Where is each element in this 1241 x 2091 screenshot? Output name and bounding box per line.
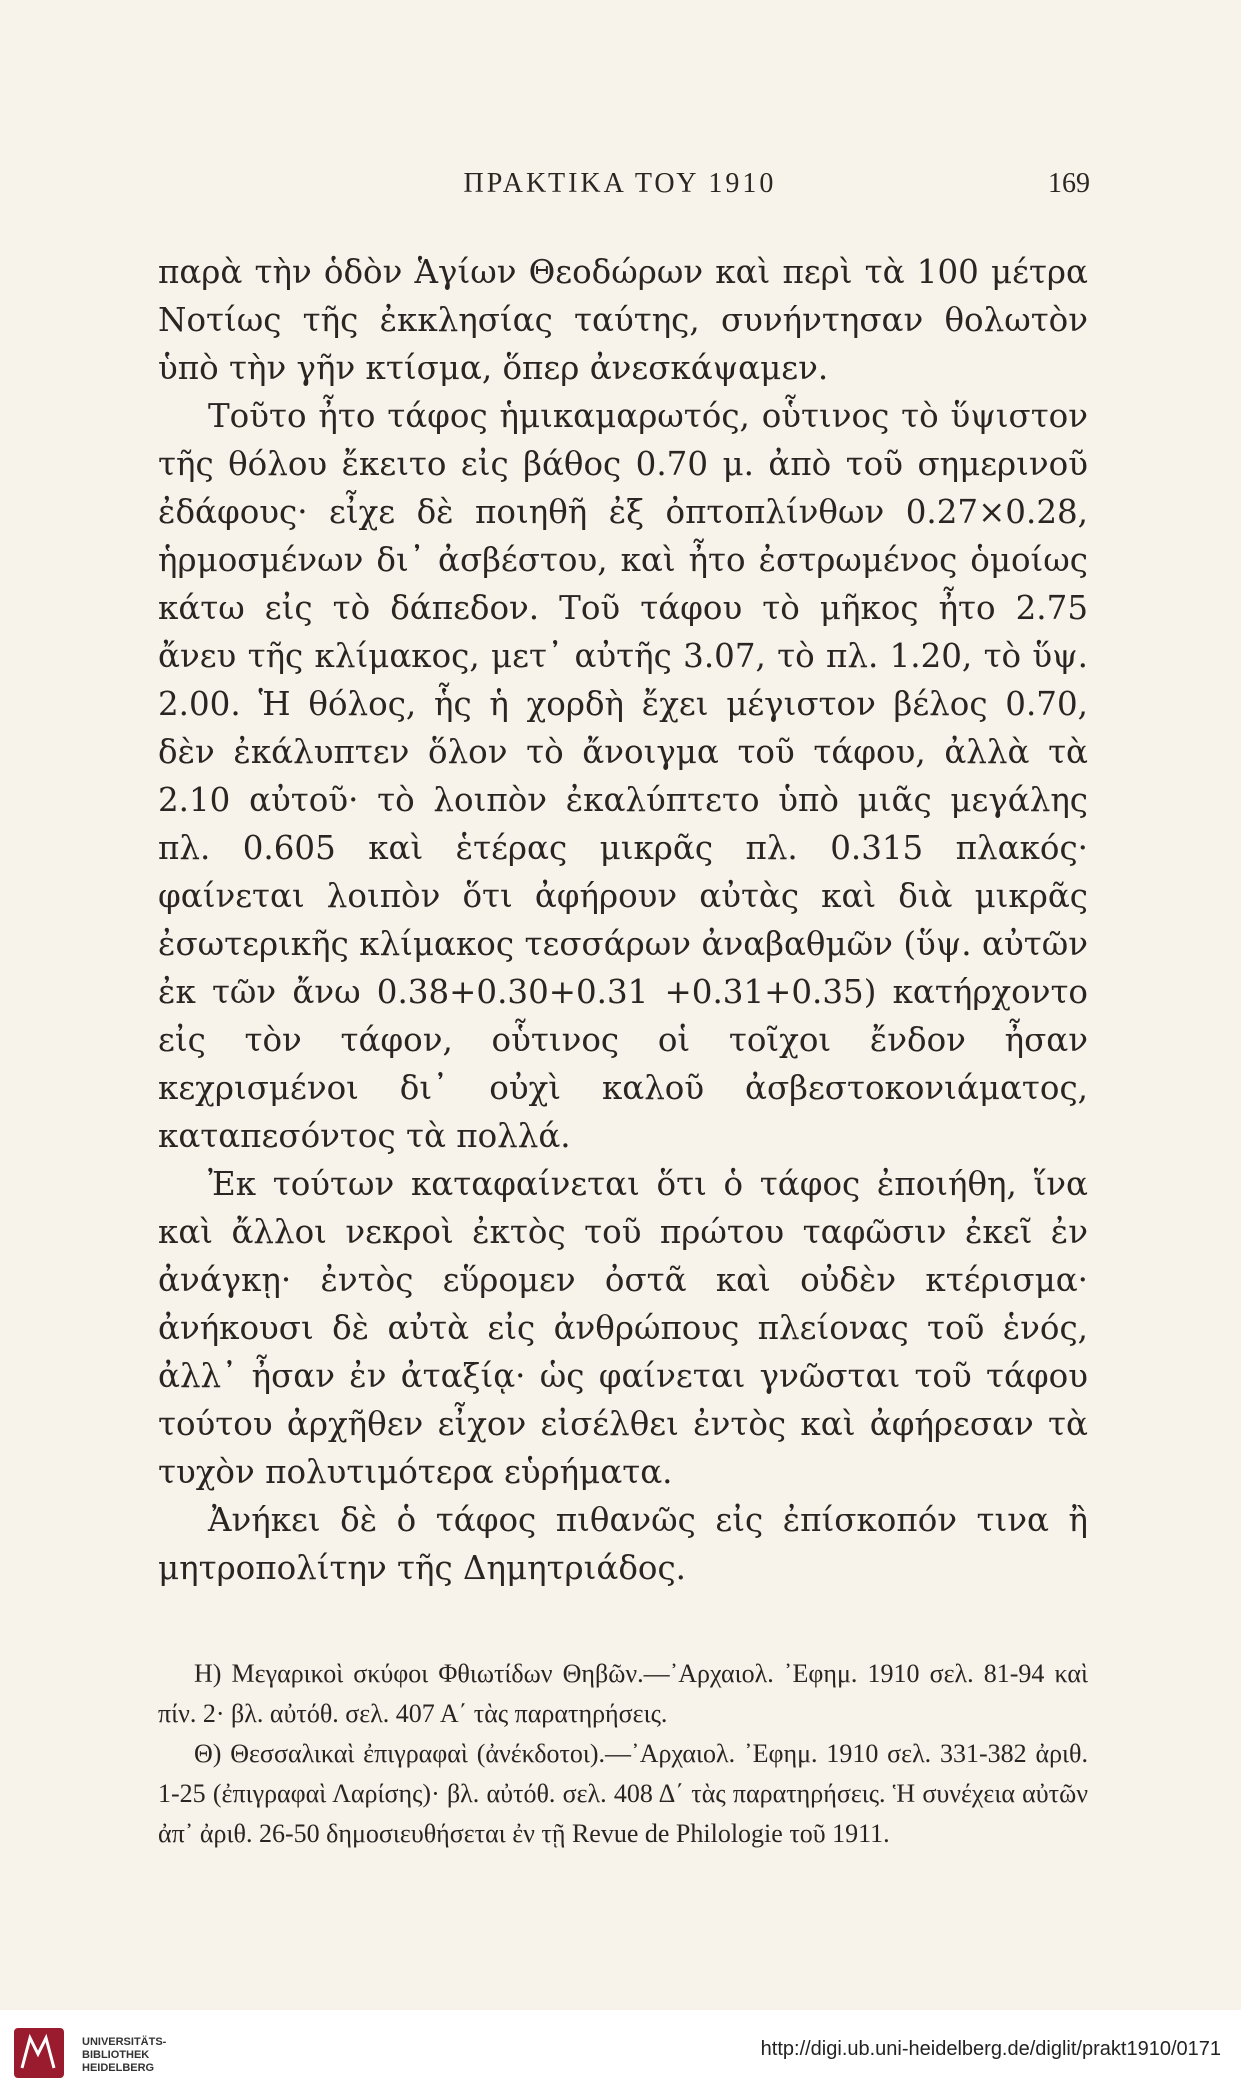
running-header [150, 168, 1090, 208]
source-url[interactable]: http://digi.ub.uni-heidelberg.de/diglit/prakt1910/0171 [760, 2038, 1221, 2060]
paragraph-2: Τοῦτο ἦτο τάφος ἡμικαμαρωτός, οὗτινος τὸ ὕψιστον τῆς θόλου ἔκειτο εἰς βάθος 0.70 μ. ἀπὸ τοῦ σημερινοῦ ἐδάφους· εἶχε δὲ ποιηθῆ ἐξ ὀπτοπλίνθων 0.27×0.28, ἡρμοσμένων δι᾿ ἀσβέστου, καὶ ἦτο ἐστρωμένος ὁμοίως κάτω εἰς τὸ δάπεδον. Τοῦ τάφου τὸ μῆκος ἦτο 2.75 ἄνευ τῆς κλίμακος, μετ᾿ αὐτῆς 3.07, τὸ πλ. 1.20, τὸ ὕψ. 2.00. Ἡ θόλος, ἧς ἡ χορδὴ ἔχει μέγιστον βέλος 0.70, δὲν ἐκάλυπτεν ὅλον τὸ ἄνοιγμα τοῦ τάφου, ἀλλὰ τὰ 2.10 αὐτοῦ· τὸ λοιπὸν ἐκαλύπτετο ὑπὸ μιᾶς μεγάλης πλ. 0.605 καὶ ἑτέρας μικρᾶς πλ. 0.315 πλακός· φαίνεται λοιπὸν ὅτι ἀφήρουν αὐτὰς καὶ διὰ μικρᾶς ἐσωτερικῆς κλίμακος τεσσάρων ἀναβαθμῶν (ὕψ. αὐτῶν ἐκ τῶν ἄνω 0.38+0.30+0.31 +0.31+0.35) κατήρχοντο εἰς τὸν τάφον, οὗτινος οἱ τοῖχοι ἔνδον ἦσαν κεχρισμένοι δι᾿ οὐχὶ καλοῦ ἀσβεστοκονιάματος, καταπεσόντος τὰ πολλά. [158, 397, 1088, 1155]
main-text [158, 248, 1088, 1592]
footnote-theta: Θ) Θεσσαλικαὶ ἐπιγραφαὶ (ἀνέκδοτοι).—᾿Αρχαιολ. ᾿Εφημ. 1910 σελ. 331-382 ἀριθ. 1-25 (ἐπιγραφαὶ Λαρίσης)· βλ. αὐτόθ. σελ. 408 Δ΄ τὰς παρατηρήσεις. Ἡ συνέχεια αὐτῶν ἀπ᾿ ἀριθ. 26-50 δημοσιευθήσεται ἐν τῇ Revue de Philologie τοῦ 1911. [158, 1739, 1088, 1848]
logo-line-2: BIBLIOTHEK [82, 2049, 150, 2061]
heidelberg-seal-icon [12, 2024, 72, 2082]
footnotes [158, 1654, 1088, 1854]
header-title: ΠΡΑΚΤΙΚΑ ΤΟΥ 1910 [463, 168, 777, 199]
logo-line-3: HEIDELBERG [82, 2062, 155, 2074]
paragraph-4: Ἀνήκει δὲ ὁ τάφος πιθανῶς εἰς ἐπίσκοπόν τινα ἢ μητροπολίτην τῆς Δημητριάδος. [158, 1501, 1088, 1587]
paragraph-1: παρὰ τὴν ὁδὸν Ἁγίων Θεοδώρων καὶ περὶ τὰ 100 μέτρα Νοτίως τῆς ἐκκλησίας ταύτης, συνήντησαν θολωτὸν ὑπὸ τὴν γῆν κτίσμα, ὅπερ ἀνεσκάψαμεν. [158, 253, 1088, 387]
library-footer [0, 2010, 1241, 2091]
footnote-eta: Η) Μεγαρικοὶ σκύφοι Φθιωτίδων Θηβῶν.—᾿Αρχαιολ. ᾿Εφημ. 1910 σελ. 81-94 καὶ πίν. 2· βλ. αὐτόθ. σελ. 407 Α΄ τὰς παρατηρήσεις. [158, 1659, 1088, 1728]
paragraph-3: Ἐκ τούτων καταφαίνεται ὅτι ὁ τάφος ἐποιήθη, ἵνα καὶ ἄλλοι νεκροὶ ἐκτὸς τοῦ πρώτου ταφῶσιν ἐκεῖ ἐν ἀνάγκῃ· ἐντὸς εὕρομεν ὀστᾶ καὶ οὐδὲν κτέρισμα· ἀνήκουσι δὲ αὐτὰ εἰς ἀνθρώπους πλείονας τοῦ ἑνός, ἀλλ᾿ ἦσαν ἐν ἀταξίᾳ· ὡς φαίνεται γνῶσται τοῦ τάφου τούτου ἀρχῆθεν εἶχον εἰσέλθει ἐντὸς καὶ ἀφήρεσαν τὰ τυχὸν πολυτιμότερα εὑρήματα. [158, 1165, 1088, 1491]
logo-line-1: UNIVERSITÄTS- [82, 2036, 167, 2048]
page-number: 169 [1048, 168, 1090, 199]
university-library-logo [12, 2024, 172, 2082]
logo-text [82, 2036, 166, 2075]
